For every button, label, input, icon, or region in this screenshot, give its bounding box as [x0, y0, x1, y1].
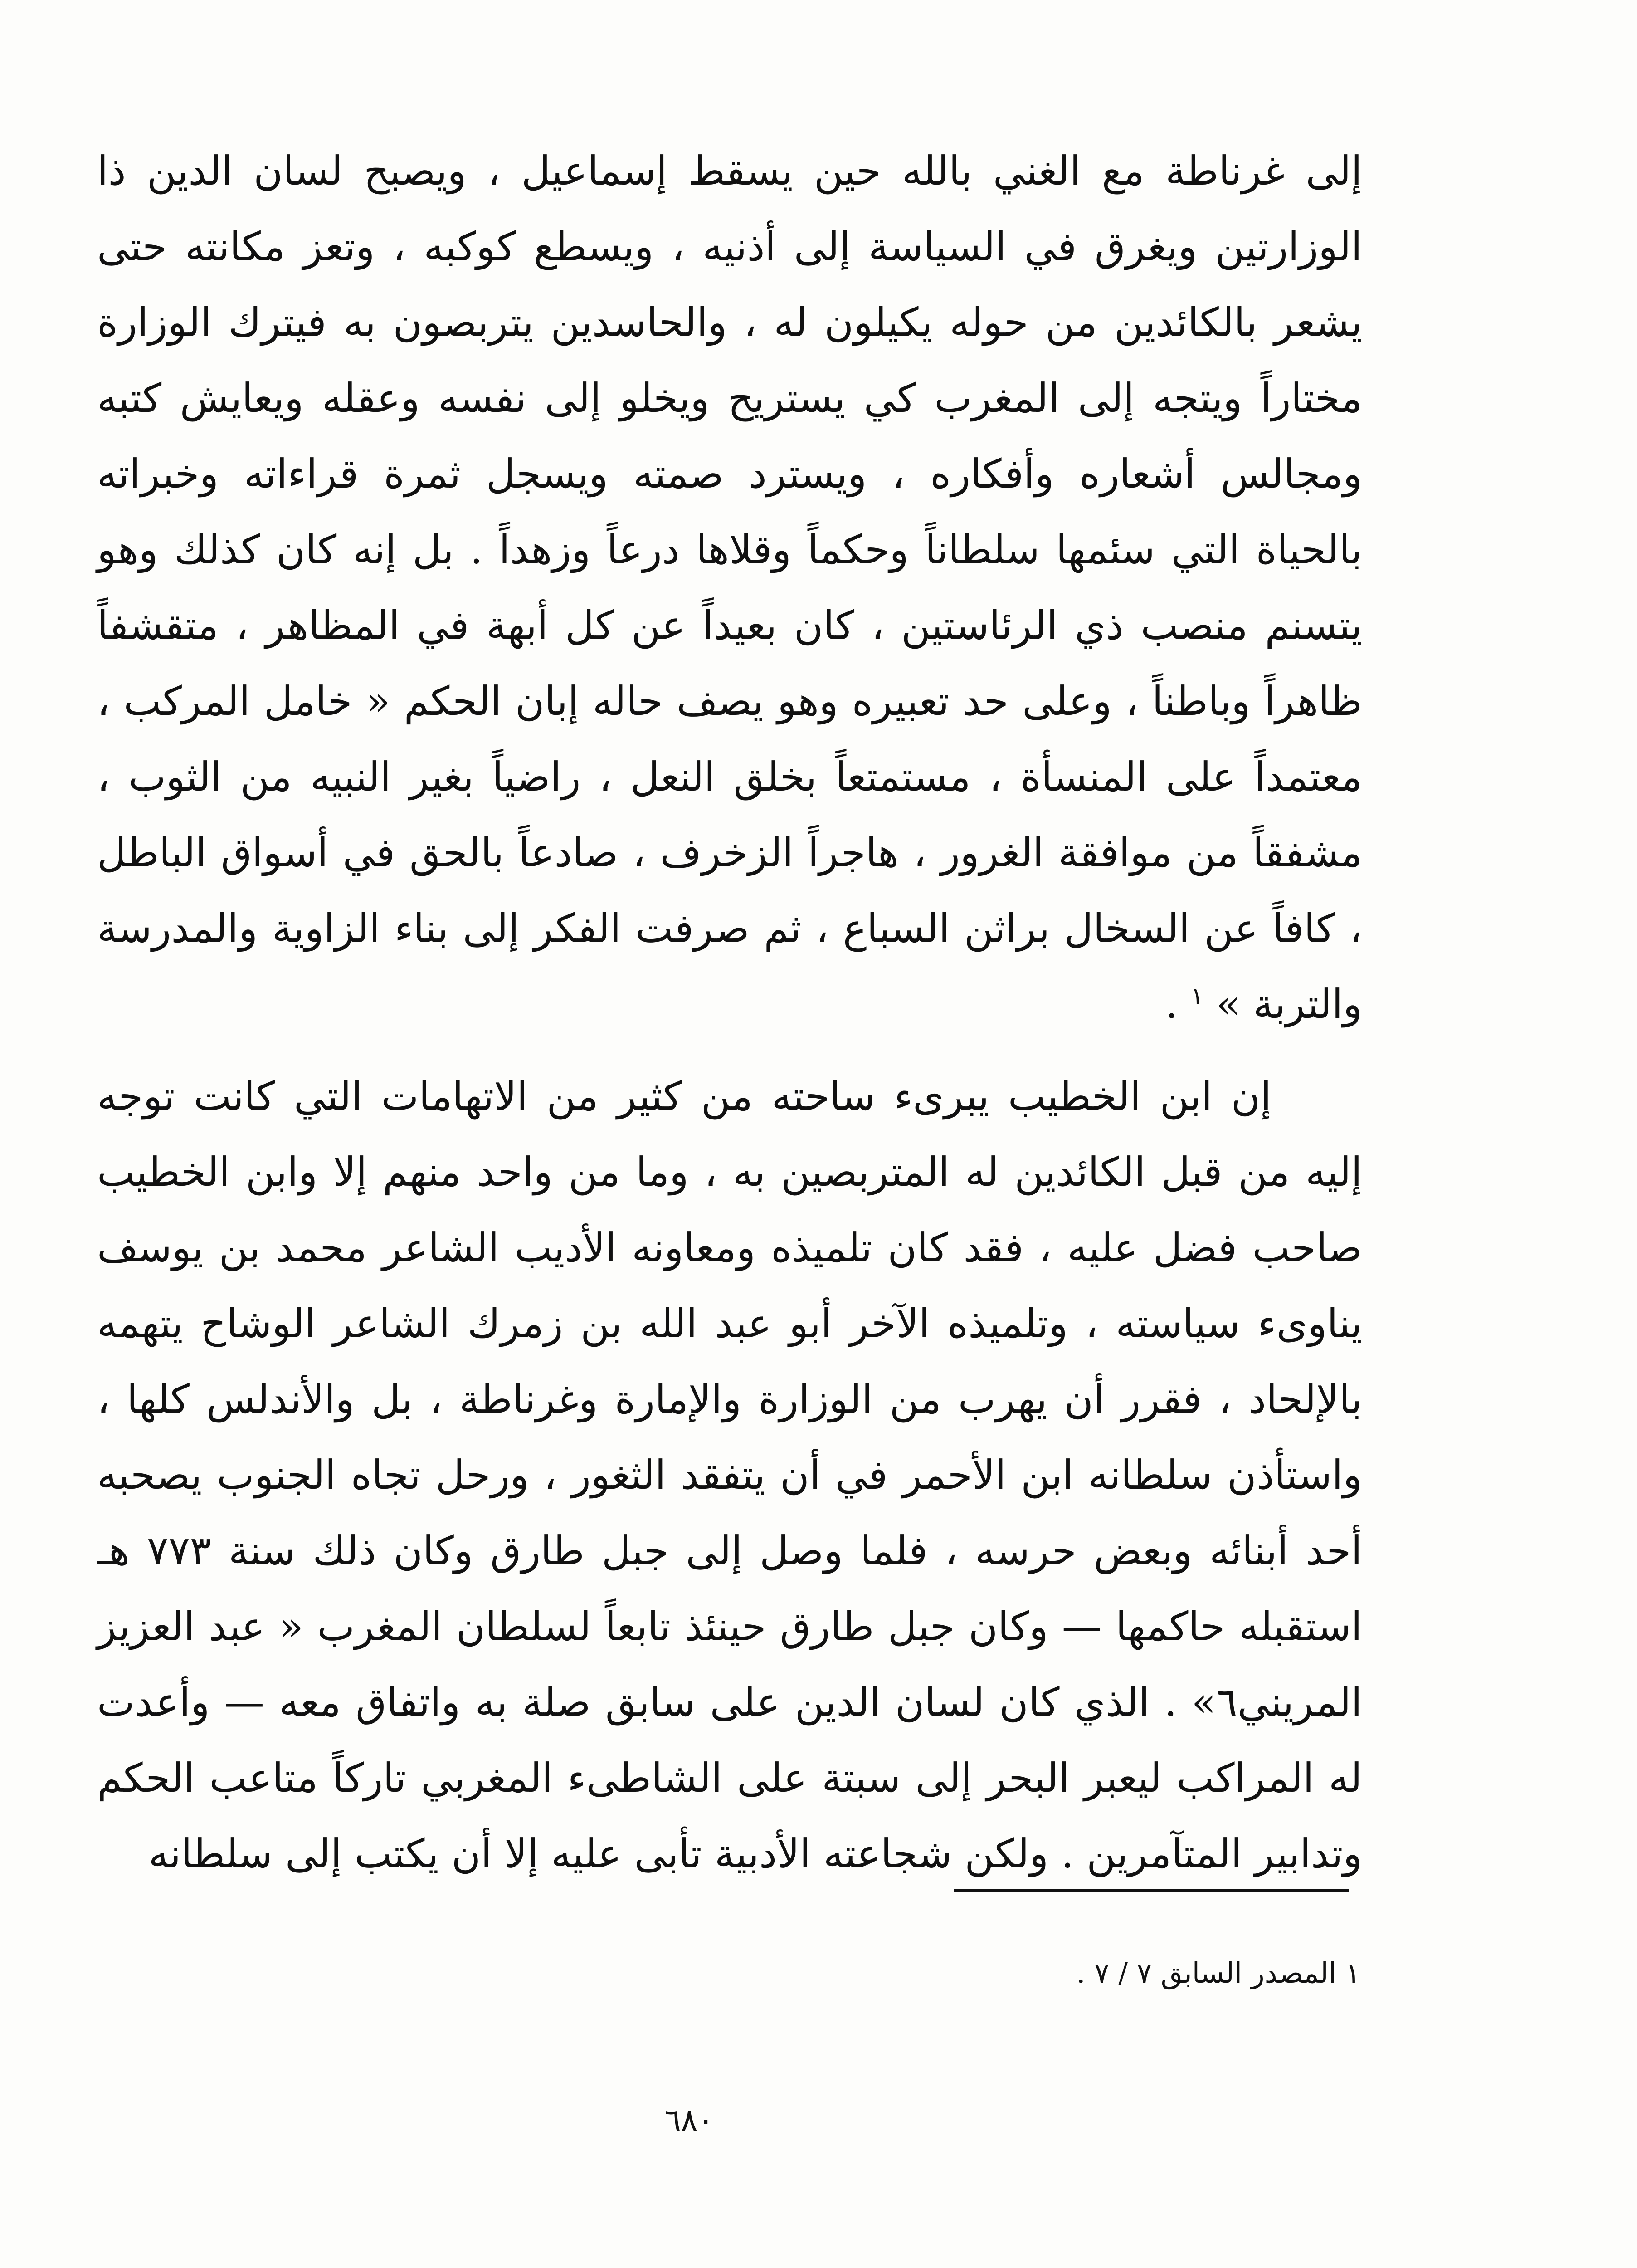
paragraph-2 — [97, 1058, 1362, 1892]
paragraph-1-end: . — [1165, 981, 1191, 1027]
footnote-1: ١ المصدر السابق ٧ / ٧ . — [1076, 1956, 1360, 1989]
footnote-reference-1: ١ — [1190, 982, 1203, 1010]
page-number: ٦٨٠ — [664, 2102, 714, 2138]
paragraph-1-text: إلى غرناطة مع الغني بالله حين يسقط إسماعيل ، ويصبح لسان الدين ذا الوزارتين ويغرق في السياسة إلى أذنيه ، ويسطع كوكبه ، وتعز مكانته حتى يشعر بالكائدين من حوله يكيلون له ، والحاسدين يتربصون به فيترك الوزارة مختاراً ويتجه إلى المغرب كي يستريح ويخلو إلى نفسه وعقله ويعايش كتبه ومجالس أشعاره وأفكاره ، ويسترد صمته ويسجل ثمرة قراءاته وخبراته بالحياة التي سئمها سلطاناً وحكماً وقلاها درعاً وزهداً . بل إنه كان كذلك وهو يتسنم منصب ذي الرئاستين ، كان بعيداً عن كل أبهة في المظاهر ، متقشفاً ظاهراً وباطناً ، وعلى حد تعبيره وهو يصف حاله إبان الحكم « خامل المركب ، معتمداً على المنسأة ، مستمتعاً بخلق النعل ، راضياً بغير النبيه من الثوب ، مشفقاً من موافقة الغرور ، هاجراً الزخرف ، صادعاً بالحق في أسواق الباطل ، كافاً عن السخال براثن السباع ، ثم صرفت الفكر إلى بناء الزاوية والمدرسة والتربة » — [97, 147, 1363, 1027]
paragraph-2-text: إن ابن الخطيب يبرىء ساحته من كثير من الاتهامات التي كانت توجه إليه من قبل الكائدين له المتربصين به ، وما من واحد منهم إلا وابن الخطيب صاحب فضل عليه ، فقد كان تلميذه ومعاونه الأديب الشاعر محمد بن يوسف يناوىء سياسته ، وتلميذه الآخر أبو عبد الله بن زمرك الشاعر الوشاح يتهمه بالإلحاد ، فقرر أن يهرب من الوزارة والإمارة وغرناطة ، بل والأندلس كلها ، واستأذن سلطانه ابن الأحمر في أن يتفقد الثغور ، ورحل تجاه الجنوب يصحبه أحد أبنائه وبعض حرسه ، فلما وصل إلى جبل طارق وكان ذلك سنة ٧٧٣ هـ استقبله حاكمها — وكان جبل طارق حينئذ تابعاً لسلطان المغرب « عبد العزيز المريني٦» . الذي كان لسان الدين على سابق صلة به واتفاق معه — وأعدت له المراكب ليعبر البحر إلى سبتة على الشاطىء المغربي تاركاً متاعب الحكم وتدابير المتآمرين . ولكن شجاعته الأدبية تأبى عليه إلا أن يكتب إلى سلطانه — [97, 1073, 1362, 1877]
paragraph-1 — [97, 133, 1362, 1042]
footnote-divider — [954, 1889, 1349, 1892]
